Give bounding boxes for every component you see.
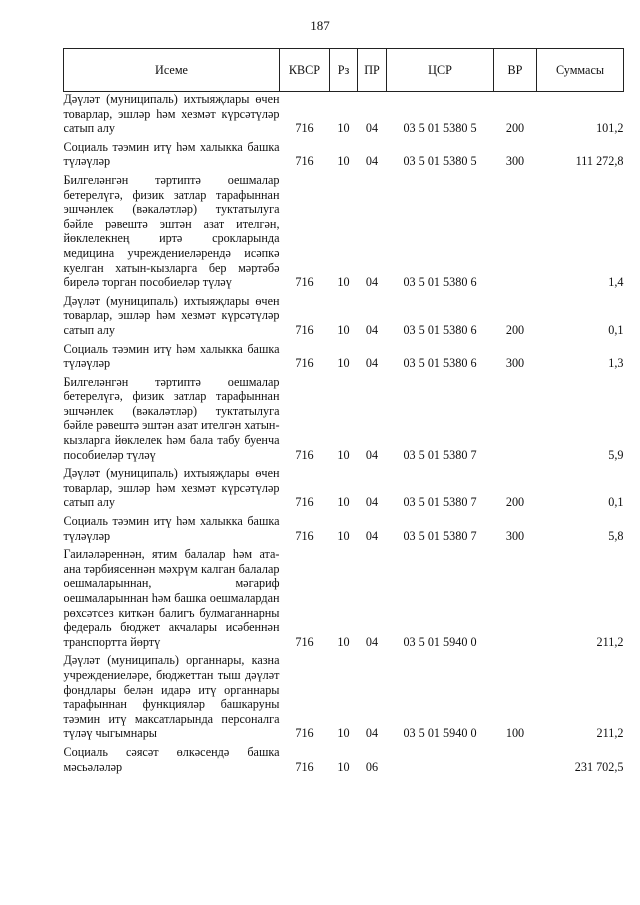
- table-header-row: [64, 49, 624, 92]
- row-rz: 10: [337, 154, 350, 169]
- row-csr: 03 5 01 5940 0: [403, 634, 477, 649]
- row-rz: 10: [337, 495, 350, 510]
- row-vr: 100: [505, 726, 525, 741]
- row-csr: 03 5 01 5380 6: [403, 322, 477, 337]
- row-vr: 200: [505, 121, 525, 136]
- row-kvsr: 716: [295, 528, 314, 543]
- table-row: [64, 375, 624, 467]
- row-rz: 10: [337, 275, 350, 290]
- row-vr: 300: [505, 356, 525, 371]
- row-pr: 04: [365, 726, 379, 741]
- row-name: Билгеләнгән тәртиптә оешмалар бетерелүгә, физик затлар тарафыннан эшчәнлек (вәкаләтләр) туктатылуга бәйле рәвештә эштән азат ителгән, йөклелекнең иртә срокларында медицина учреждениеләрендә исәпкә куелган хатын-кызларга бер мәртәбә бирелә торган пособиеләр түләү: [63, 172, 280, 290]
- row-sum: 231 702,5: [574, 759, 624, 774]
- table-row: [64, 294, 624, 342]
- row-pr: 04: [365, 121, 379, 136]
- row-csr: [387, 745, 494, 778]
- row-sum: 1,4: [608, 275, 624, 290]
- row-sum: 1,3: [608, 356, 624, 371]
- row-rz: 10: [337, 121, 350, 136]
- row-sum: 5,8: [608, 528, 624, 543]
- table-row: [64, 92, 624, 140]
- row-pr: 04: [365, 154, 379, 169]
- row-csr: 03 5 01 5380 7: [403, 528, 477, 543]
- row-pr: 04: [365, 275, 379, 290]
- row-vr: 300: [505, 154, 525, 169]
- row-csr: 03 5 01 5380 5: [403, 154, 477, 169]
- row-csr: 03 5 01 5380 6: [403, 275, 477, 290]
- header-sum: Суммасы: [537, 49, 624, 92]
- page-number: 187: [310, 18, 330, 33]
- row-kvsr: 716: [295, 154, 314, 169]
- row-name: Социаль тәэмин итү һәм халыкка башка түләүләр: [63, 139, 280, 169]
- row-name: Дәүләт (муниципаль) ихтыяҗлары өчен товарлар, эшләр һәм хезмәт күрсәтүләр сатып алу: [63, 293, 280, 337]
- row-rz: 10: [337, 356, 350, 371]
- row-sum: 5,9: [608, 447, 624, 462]
- table-row: [64, 653, 624, 745]
- table-row: [64, 140, 624, 173]
- row-csr: 03 5 01 5380 6: [403, 356, 477, 371]
- row-vr: [494, 745, 537, 778]
- row-pr: 04: [365, 447, 379, 462]
- row-rz: 10: [337, 528, 350, 543]
- row-vr: [494, 173, 537, 294]
- row-kvsr: 716: [295, 121, 314, 136]
- row-name: Дәүләт (муниципаль) ихтыяҗлары өчен товарлар, эшләр һәм хезмәт күрсәтүләр сатып алу: [63, 92, 280, 136]
- row-sum: 0,1: [608, 495, 624, 510]
- row-kvsr: 716: [295, 726, 314, 741]
- row-name: Дәүләт (муниципаль) ихтыяҗлары өчен товарлар, эшләр һәм хезмәт күрсәтүләр сатып алу: [63, 466, 280, 510]
- row-kvsr: 716: [295, 356, 314, 371]
- row-sum: 211,2: [596, 726, 624, 741]
- row-csr: 03 5 01 5940 0: [403, 726, 477, 741]
- table-row: [64, 514, 624, 547]
- table-row: [64, 173, 624, 294]
- row-csr: 03 5 01 5380 5: [403, 121, 477, 136]
- header-kvsr: КВСР: [280, 49, 330, 92]
- table-row: [64, 547, 624, 653]
- row-rz: 10: [337, 322, 350, 337]
- row-name: Гаиләләреннән, ятим балалар һәм ата-ана тәрбиясеннән мәхрүм калган балалар оешмаларыннан, мәгариф оешмаларыннан һәм башка оешмалардан рөхсәтсез киткән балигъ булмаганнарны федераль бюджет акчалары исәбеннән транспортта йөртү: [63, 547, 280, 649]
- row-kvsr: 716: [295, 759, 314, 774]
- row-kvsr: 716: [295, 322, 314, 337]
- row-sum: 101,2: [596, 121, 624, 136]
- row-name: Социаль сәясәт өлкәсендә башка мәсьәләләр: [63, 744, 280, 774]
- row-vr: [494, 547, 537, 653]
- row-csr: 03 5 01 5380 7: [403, 495, 477, 510]
- header-vr: ВР: [494, 49, 537, 92]
- row-pr: 04: [365, 634, 379, 649]
- row-name: Социаль тәэмин итү һәм халыкка башка түләүләр: [63, 514, 280, 543]
- row-pr: 04: [365, 495, 379, 510]
- table-row: [64, 342, 624, 375]
- row-name: Билгеләнгән тәртиптә оешмалар бетерелүгә, физик затлар тарафыннан эшчәнлек (вәкаләтләр) туктатылуга бәйле рәвештә эштән азат ителгән хатын-кызларга йөклелек һәм бала табу буенча пособиеләр түләү: [63, 374, 280, 462]
- row-pr: 06: [365, 759, 379, 774]
- row-vr: 200: [505, 495, 525, 510]
- row-pr: 04: [365, 356, 379, 371]
- row-sum: 111 272,8: [575, 154, 624, 169]
- row-sum: 211,2: [596, 634, 624, 649]
- header-pr: ПР: [358, 49, 387, 92]
- row-rz: 10: [337, 759, 350, 774]
- row-rz: 10: [337, 726, 350, 741]
- row-pr: 04: [365, 528, 379, 543]
- row-name: Социаль тәэмин итү һәм халыкка башка түләүләр: [63, 341, 280, 371]
- row-kvsr: 716: [295, 634, 314, 649]
- row-csr: 03 5 01 5380 7: [403, 447, 477, 462]
- row-rz: 10: [337, 447, 350, 462]
- header-name: Исеме: [64, 49, 280, 92]
- row-pr: 04: [365, 322, 379, 337]
- row-sum: 0,1: [608, 322, 624, 337]
- row-vr: 300: [505, 528, 525, 543]
- row-vr: 200: [505, 322, 525, 337]
- budget-table: [63, 48, 624, 778]
- table-row: [64, 745, 624, 778]
- row-rz: 10: [337, 634, 350, 649]
- header-csr: ЦСР: [387, 49, 494, 92]
- row-kvsr: 716: [295, 275, 314, 290]
- row-name: Дәүләт (муниципаль) органнары, казна учреждениеләре, бюджеттан тыш дәүләт фондлары белән идарә итү органнары тарафыннан функцияләр башкаруны тәэмин итү максатларында персоналга түләү чыгымнары: [63, 653, 280, 741]
- table-row: [64, 466, 624, 514]
- header-rz: Рз: [330, 49, 358, 92]
- row-kvsr: 716: [295, 495, 314, 510]
- row-kvsr: 716: [295, 447, 314, 462]
- row-vr: [494, 375, 537, 467]
